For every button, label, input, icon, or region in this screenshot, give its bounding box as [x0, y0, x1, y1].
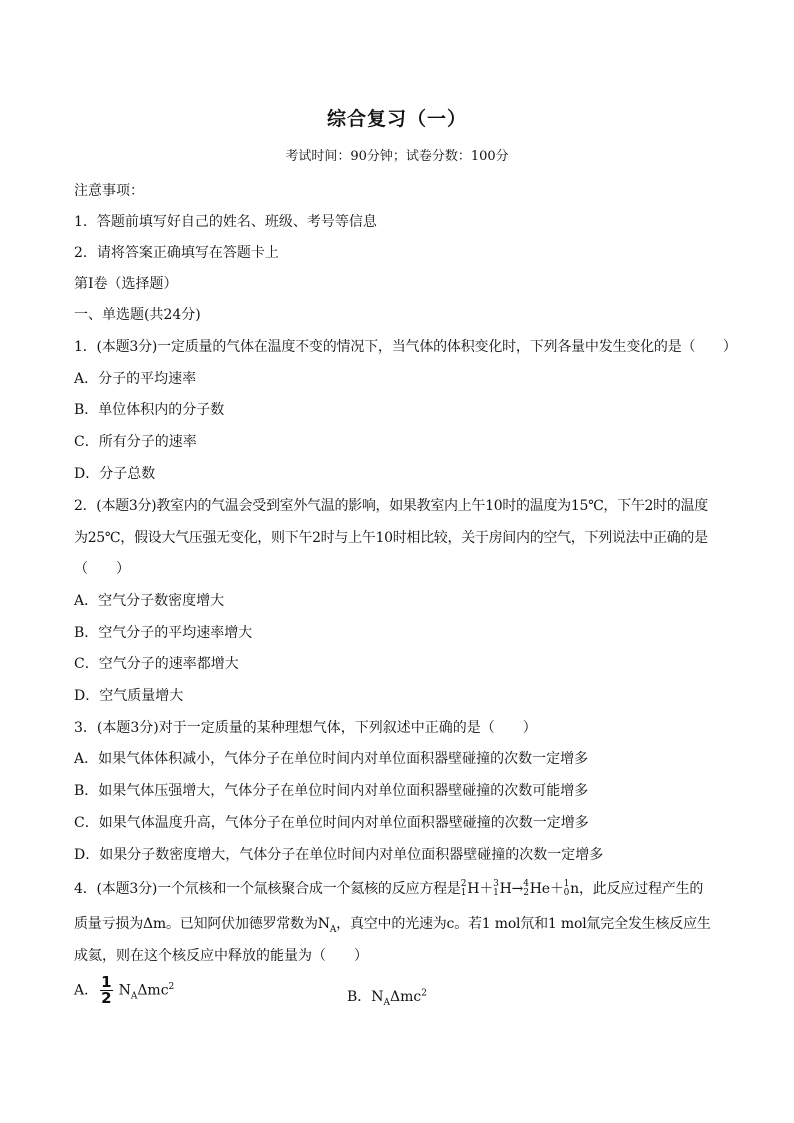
fraction-one-half: $\frac{1}{2}$: [101, 973, 112, 1007]
question-1-option-a: A．分子的平均速率: [74, 371, 197, 387]
note-item: 1．答题前填写好自己的姓名、班级、考号等信息: [74, 214, 377, 230]
exam-info: 考试时间：90分钟；试卷分数：100分: [285, 149, 509, 164]
question-4-stem-line3: 成氦，则在这个核反应中释放的能量为（ ）: [74, 948, 368, 964]
question-1-option-b: B．单位体积内的分子数: [74, 402, 225, 418]
question-4-stem-suffix: ，此反应过程产生的: [579, 881, 704, 897]
question-2-option-d: D．空气质量增大: [74, 688, 184, 704]
question-4-option-a: A． $\frac{1}{2}$ $N_A\Delta mc^2$: [74, 973, 175, 1007]
section-heading: 一、单选题(共24分): [74, 307, 201, 323]
question-2-option-b: B．空气分子的平均速率增大: [74, 625, 253, 641]
note-item: 2．请将答案正确填写在答题卡上: [74, 245, 279, 261]
question-4-option-b: B．$N_A\Delta mc^2$: [347, 988, 428, 1008]
notes-heading: 注意事项：: [74, 183, 144, 199]
question-4-stem-line1: [74, 878, 703, 898]
question-1-option-d: D．分子总数: [74, 466, 156, 482]
page-title: 综合复习（一）: [326, 108, 467, 130]
question-2-stem-line1: 2．(本题3分)教室内的气温会受到室外气温的影响，如果教室内上午10时的温度为15℃，下午2时的温度: [74, 498, 708, 514]
question-3-option-c: C．如果气体温度升高，气体分子在单位时间内对单位面积器壁碰撞的次数一定增多: [74, 815, 589, 831]
question-3-option-d: D．如果分子数密度增大，气体分子在单位时间内对单位面积器壁碰撞的次数一定增多: [74, 847, 604, 863]
question-2-stem-line3: （ ）: [74, 561, 130, 577]
question-2-option-a: A．空气分子数密度增大: [74, 593, 225, 609]
question-4-stem-line2: 质量亏损为Δm。已知阿伏加德罗常数为$N_A$，真空中的光速为c。若1 mol氘和1 mol氚完全发生核反应生: [74, 916, 711, 935]
volume-heading: 第I卷（选择题）: [74, 276, 178, 292]
question-2-option-c: C．空气分子的速率都增大: [74, 656, 239, 672]
question-2-stem-line2: 为25℃，假设大气压强无变化，则下午2时与上午10时相比较，关于房间内的空气，下列说法中正确的是: [74, 530, 708, 546]
question-1-option-c: C．所有分子的速率: [74, 434, 197, 450]
question-3-stem: 3．(本题3分)对于一定质量的某种理想气体，下列叙述中正确的是（ ）: [74, 720, 537, 736]
question-4-stem-prefix: 4．(本题3分)一个氘核和一个氚核聚合成一个氦核的反应方程是: [74, 881, 461, 897]
question-1-stem: 1．(本题3分)一定质量的气体在温度不变的情况下，当气体的体积变化时，下列各量中发生变化的是（ ）: [74, 339, 737, 355]
nuclear-equation: 2 1 H＋ 3 1 H→ 4 2 He＋ 1 0 n: [460, 879, 579, 898]
question-3-option-a: A．如果气体体积减小，气体分子在单位时间内对单位面积器壁碰撞的次数一定增多: [74, 751, 589, 767]
question-3-option-b: B．如果气体压强增大，气体分子在单位时间内对单位面积器壁碰撞的次数可能增多: [74, 783, 589, 799]
